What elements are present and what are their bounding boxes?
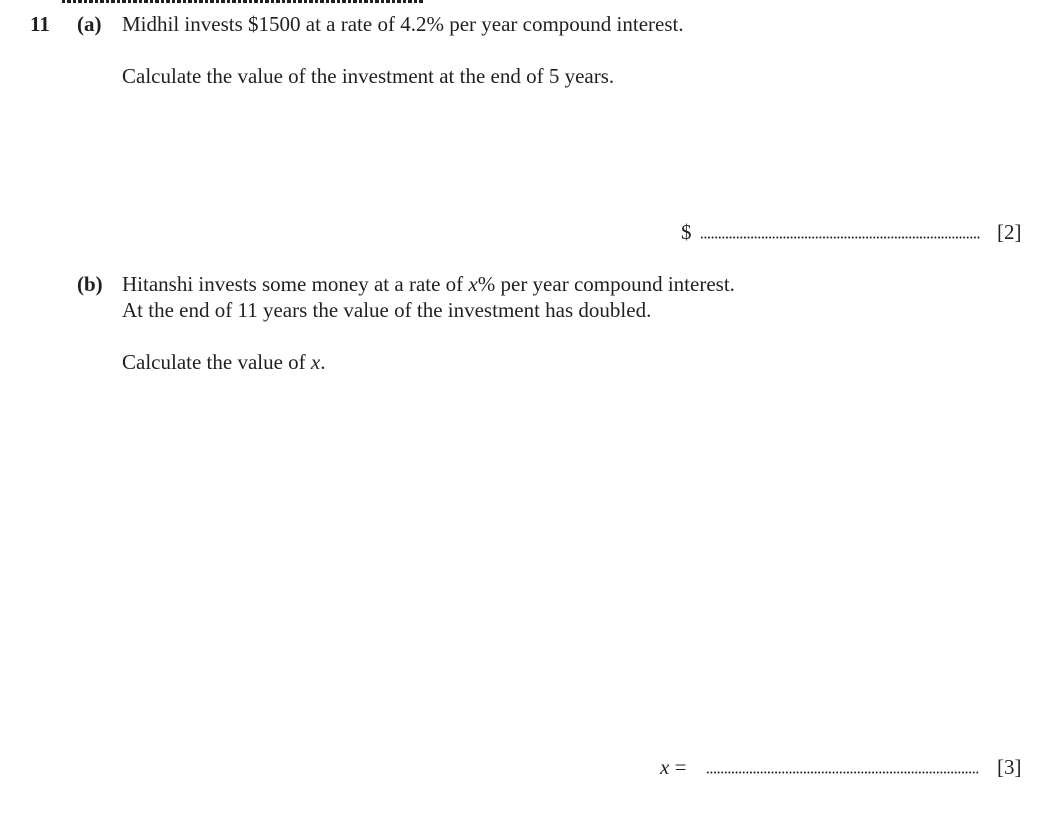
- answer-variable-x: x: [660, 755, 670, 779]
- part-a-answer-line[interactable]: [700, 236, 980, 239]
- part-a-answer-prefix: $: [681, 220, 692, 244]
- answer-equals: =: [669, 755, 687, 779]
- variable-x: x: [310, 350, 321, 374]
- part-b-label: (b): [77, 272, 103, 296]
- part-b-statement-end: % per year compound interest.: [477, 272, 735, 296]
- question-number: 11: [30, 12, 50, 36]
- part-a-label: (a): [77, 12, 102, 36]
- part-b-instruction: [122, 349, 326, 375]
- barcode-strip: [62, 0, 424, 3]
- part-b-instruction-start: Calculate the value of: [122, 350, 311, 374]
- part-b-marks: [3]: [997, 755, 1022, 779]
- part-a-marks: [2]: [997, 220, 1022, 244]
- part-b-instruction-end: .: [320, 350, 326, 374]
- part-a-instruction: Calculate the value of the investment at the end of 5 years.: [122, 64, 615, 88]
- part-b-answer-prefix: [660, 754, 686, 780]
- variable-x: x: [468, 272, 478, 296]
- part-b-statement-2: At the end of 11 years the value of the investment has doubled.: [122, 298, 652, 322]
- part-b-answer-line[interactable]: [706, 771, 980, 774]
- part-b-statement: [122, 271, 735, 297]
- part-b-statement-start: Hitanshi invests some money at a rate of: [122, 272, 469, 296]
- part-a-statement: Midhil invests $1500 at a rate of 4.2% per year compound interest.: [122, 12, 684, 36]
